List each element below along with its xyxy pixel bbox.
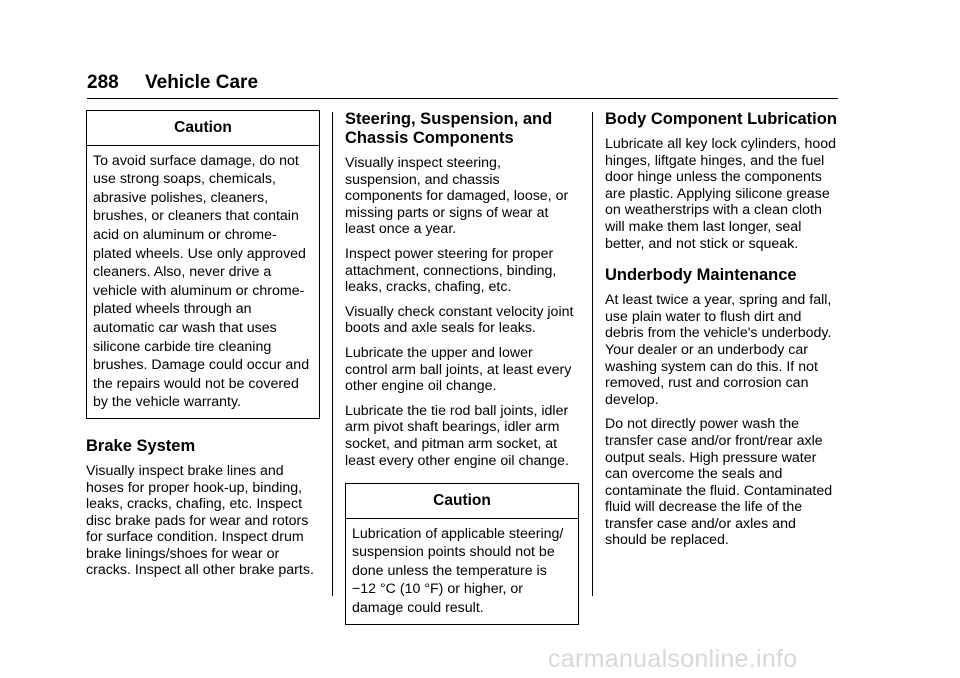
- caution-text: To avoid surface damage, do not use strong soaps, chemicals, abrasive polishes, cleaners, brushes, or cleaners that contain acid on aluminum or chrome-plated wheels. Use only approved cleaners. Also, never drive a vehicle with aluminum or chrome-plated wheels through an automatic car wash that uses silicone carbide tire cleaning brushes. Damage could occur and the repairs would not be covered by the vehicle warranty.: [93, 152, 310, 411]
- underbody-heading: Underbody Maintenance: [605, 266, 797, 285]
- body-lubrication-heading: Body Component Lubrication: [605, 110, 837, 128]
- paragraph: At least twice a year, spring and fall, use plain water to flush dirt and debris from the vehicle's underbody. Your dealer or an underbody car washing system can do this. If not removed, rust and corrosion can develop.: [605, 292, 832, 408]
- paragraph: Visually inspect steering, suspension, and chassis components for damaged, loose, or missing parts or signs of wear at least once a year.: [345, 155, 569, 238]
- column-1: [86, 110, 320, 587]
- header-rule: [87, 98, 838, 99]
- caution-box-wheels: [86, 110, 320, 419]
- brake-system-heading: Brake System: [86, 436, 196, 455]
- paragraph: Lubricate the upper and lower control arm ball joints, at least every other engine oil change.: [345, 344, 572, 395]
- paragraph: Lubricate the tie rod ball joints, idler arm pivot shaft bearings, idler arm socket, and pitman arm socket, at least every other engine oil change.: [345, 402, 569, 469]
- page-number: 288: [87, 72, 119, 93]
- caution-title: Caution: [346, 484, 578, 519]
- paragraph: Do not directly power wash the transfer case and/or front/rear axle output seals. High pressure water can overcome the seals and contaminate the fluid. Contaminated fluid will decrease the life of the transfer case and/or axles and should be replaced.: [605, 416, 833, 549]
- section-title: Vehicle Care: [145, 72, 259, 93]
- column-divider-left: [332, 112, 333, 596]
- paragraph: Inspect power steering for proper attachment, connections, binding, leaks, cracks, chafing, etc.: [345, 245, 557, 296]
- brake-system-text: Visually inspect brake lines and hoses for proper hook-up, binding, leaks, cracks, chafing, etc. Inspect disc brake pads for wear and rotors for surface condition. Inspect drum brake linings/shoes for wear or cracks. Inspect all other brake parts.: [86, 462, 314, 579]
- caution-box-steering: [345, 483, 579, 625]
- page-header: [87, 72, 258, 94]
- column-2: [345, 110, 579, 643]
- column-3: [605, 110, 839, 557]
- steering-heading: Steering, Suspension, and Chassis Components: [345, 110, 553, 147]
- body-lubrication-text: Lubricate all key lock cylinders, hood hinges, liftgate hinges, and the fuel door hinge unless the components are plastic. Applying silicone grease on weatherstrips with a clean cloth will make them last longer, seal better, and not stick or squeak.: [605, 136, 837, 252]
- caution-text: Lubrication of applicable steering/ suspension points should not be done unless the temperature is −12 °C (10 °F) or higher, or damage could result.: [352, 525, 564, 617]
- caution-title: Caution: [87, 111, 319, 146]
- paragraph: Visually check constant velocity joint boots and axle seals for leaks.: [345, 303, 574, 337]
- watermark: carmanualsonline.info: [548, 645, 798, 673]
- column-divider-right: [592, 112, 593, 596]
